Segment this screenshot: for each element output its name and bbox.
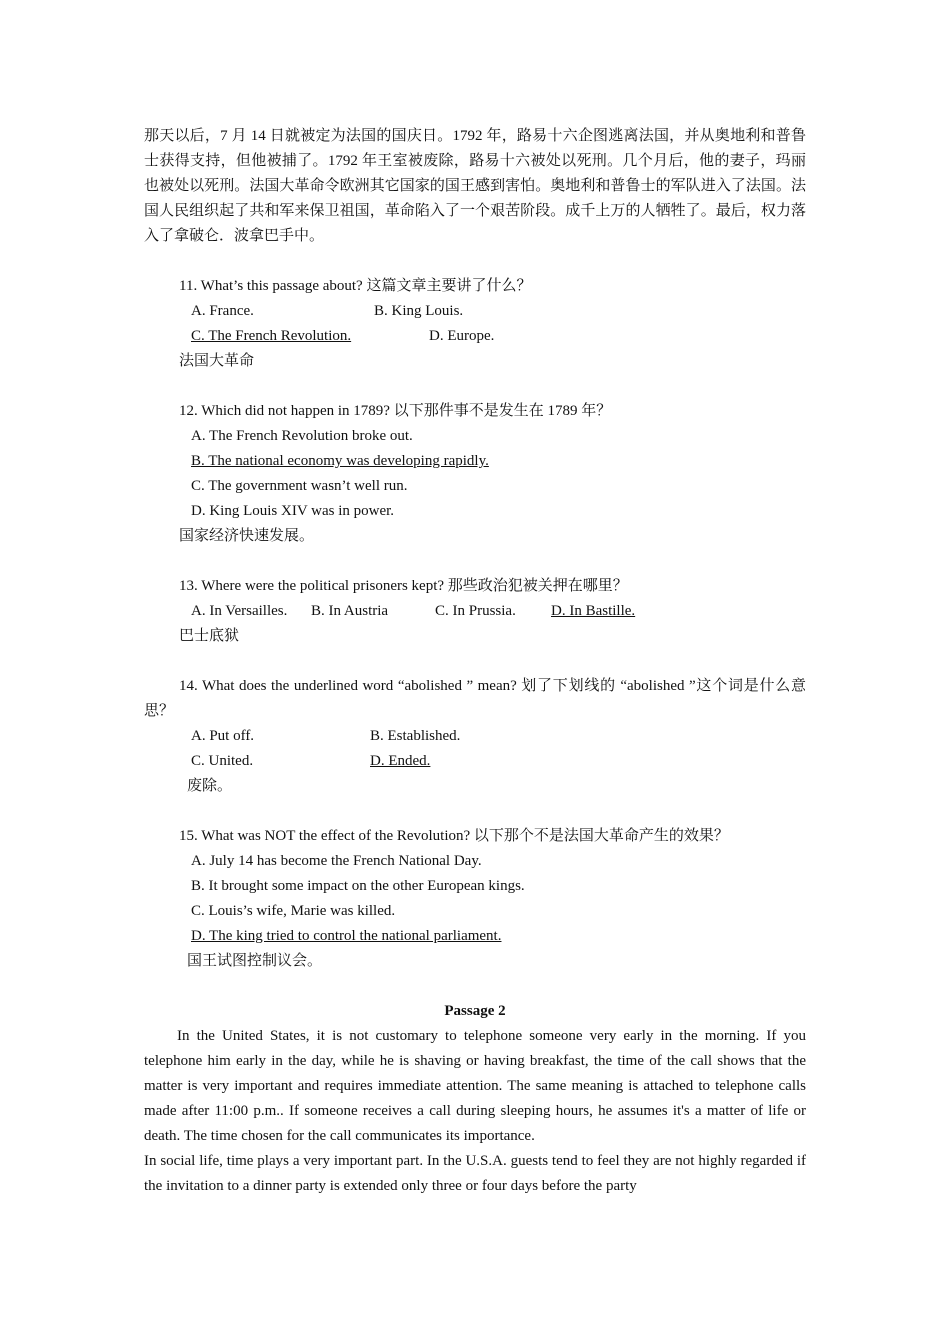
question-14-options-row-1 xyxy=(144,724,806,749)
question-15 xyxy=(144,824,806,974)
question-11-options-row-2 xyxy=(144,324,806,349)
option-15-c: C. Louis’s wife, Marie was killed. xyxy=(191,903,396,919)
option-12-a: A. The French Revolution broke out. xyxy=(191,428,413,444)
answer-14: 废除。 xyxy=(187,778,233,794)
passage-2-title: Passage 2 xyxy=(444,1003,506,1019)
intro-paragraph: 那天以后，7 月 14 日就被定为法国的国庆日。1792 年，路易十六企图逃离法国，并从奥地利和普鲁士获得支持，但他被捕了。1792 年王室被废除，路易十六被处以死刑。几个月后，他的妻子，玛丽也被处以死刑。法国大革命令欧洲其它国家的国王感到害怕。奥地利和普鲁士的军队进入了法国。法国人民组织起了共和军来保卫祖国，革命陷入了一个艰苦阶段。成千上万的人牺牲了。最后，权力落入了拿破仑．波拿巴手中。 xyxy=(144,128,806,244)
option-14-b: B. Established. xyxy=(370,728,461,744)
option-11-d: D. Europe. xyxy=(429,328,495,344)
option-14-d-correct: D. Ended. xyxy=(370,753,431,769)
spacer xyxy=(144,549,806,574)
question-12-text: 12. Which did not happen in 1789? 以下那件事不是发生在 1789 年？ xyxy=(179,403,612,419)
option-13-d-correct: D. In Bastille. xyxy=(551,603,636,619)
option-11-b: B. King Louis. xyxy=(374,303,464,319)
option-12-c: C. The government wasn’t well run. xyxy=(191,478,408,494)
question-13-options-row xyxy=(144,599,806,624)
option-14-a: A. Put off. xyxy=(191,728,255,744)
spacer xyxy=(144,649,806,674)
question-13-text: 13. Where were the political prisoners kept? 那些政治犯被关押在哪里？ xyxy=(179,578,628,594)
spacer xyxy=(144,799,806,824)
spacer xyxy=(144,249,806,274)
option-15-b: B. It brought some impact on the other European kings. xyxy=(191,878,525,894)
document-page xyxy=(144,124,806,1199)
question-14-options-row-2 xyxy=(144,749,806,774)
option-13-b: B. In Austria xyxy=(311,603,389,619)
option-15-d-text: D. The king tried to control the national parliament. xyxy=(191,928,502,944)
passage-2-paragraph-1: In the United States, it is not customary to telephone someone very early in the morning. If you telephone him early in the day, while he is shaving or having breakfast, the time of the call shows that the matter is very important and requires immediate attention. The same meaning is attached to telephone calls made after 11:00 p.m.. If someone receives a call during sleeping hours, he assumes it's a matter of life or death. The time chosen for the call communicates its importance. xyxy=(144,1028,806,1144)
option-11-c-correct: C. The French Revolution. xyxy=(191,328,352,344)
question-15-text: 15. What was NOT the effect of the Revolution? 以下那个不是法国大革命产生的效果？ xyxy=(179,828,729,844)
question-12 xyxy=(144,399,806,549)
answer-15: 国王试图控制议会。 xyxy=(187,953,323,969)
answer-13: 巴士底狱 xyxy=(179,628,240,644)
question-11 xyxy=(144,274,806,374)
option-15-d-correct xyxy=(144,924,806,949)
option-14-c: C. United. xyxy=(191,753,254,769)
question-14 xyxy=(144,674,806,799)
option-15-a: A. July 14 has become the French National Day. xyxy=(191,853,482,869)
option-13-a: A. In Versailles. xyxy=(191,603,288,619)
spacer xyxy=(144,974,806,999)
option-13-c: C. In Prussia. xyxy=(435,603,516,619)
passage-2-paragraph-2: In social life, time plays a very important part. In the U.S.A. guests tend to feel they are not highly regarded if the invitation to a dinner party is extended only three or four days before the party xyxy=(144,1153,806,1194)
answer-11: 法国大革命 xyxy=(179,353,255,369)
option-12-b-text: B. The national economy was developing rapidly. xyxy=(191,453,489,469)
option-11-a: A. France. xyxy=(191,303,254,319)
question-14-text: 14. What does the underlined word “abolished ” mean? 划了下划线的 “abolished ”这个词是什么意思？ xyxy=(144,678,806,719)
option-12-b-correct xyxy=(144,449,806,474)
option-12-d: D. King Louis XIV was in power. xyxy=(191,503,395,519)
question-13 xyxy=(144,574,806,649)
spacer xyxy=(144,374,806,399)
answer-12: 国家经济快速发展。 xyxy=(179,528,315,544)
question-11-text: 11. What’s this passage about? 这篇文章主要讲了什么？ xyxy=(179,278,532,294)
question-11-options-row-1 xyxy=(144,299,806,324)
